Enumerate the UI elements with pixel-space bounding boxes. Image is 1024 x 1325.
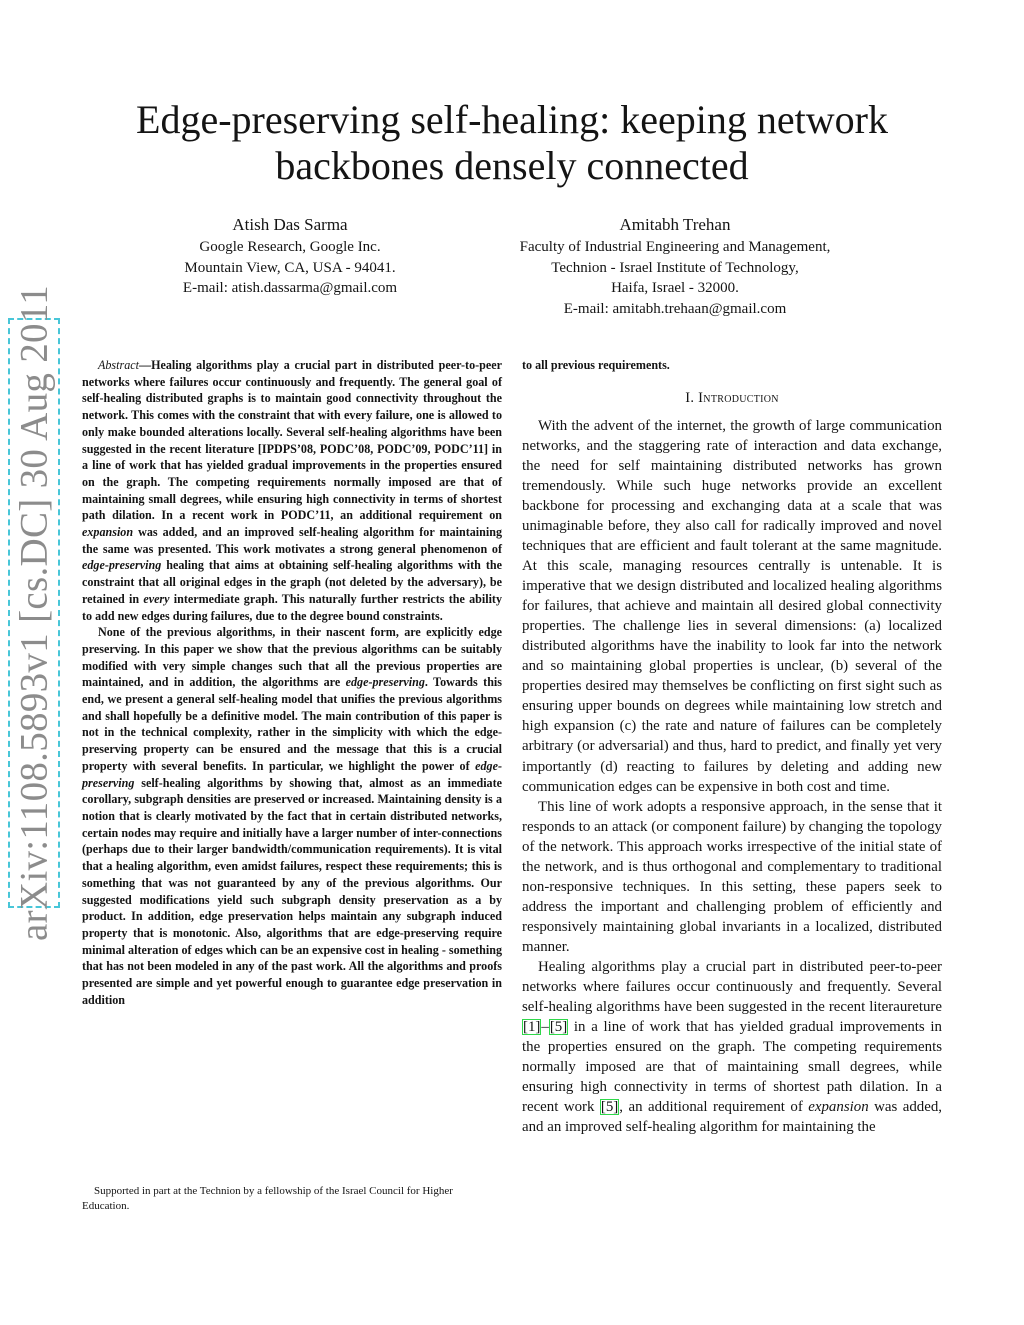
- author-address: Haifa, Israel - 32000.: [611, 280, 739, 296]
- intro-paragraph-1: With the advent of the internet, the growth of large communication networks, and the staggering rate of interaction and data exchange, the need for self maintaining distributed networks has grown tremendously. While such huge networks provide an excellent backbone for processing and exchanging data at a scale that was unimaginable before, they also call for radically improved and novel techniques that are efficient and fault tolerant at the same magnitude. At this scale, managing resources centrally is untenable. It is imperative that we design distributed and localized healing algorithms for failures, that achieve and maintain all desired global connectivity properties. The challenge lies in several dimensions: (a) localized distributed algorithms have the inability to look far into the network and so maintaining global properties is unclear, (b) several of the properties desired may themselves be conflicting on first sight such as ensuring upper bounds on degrees while maintaining low stretch and high expansion (c) the rate and nature of failures can be completely arbitrary (or adversarial) and thus, hard to predict, and finally yet very importantly (d) reacting to failures by deleting and adding new communication edges can be expensive in both cost and time.: [522, 417, 942, 795]
- author-affiliation: Faculty of Industrial Engineering and Management,: [519, 239, 831, 255]
- abstract-column: [82, 357, 502, 1008]
- abstract-continuation: to all previous requirements.: [522, 358, 670, 372]
- author-block-2: [480, 214, 870, 319]
- citation-link[interactable]: [5]: [549, 1019, 568, 1036]
- citation-link[interactable]: [5]: [600, 1099, 619, 1116]
- author-address: Mountain View, CA, USA - 94041.: [184, 259, 396, 276]
- author-email: E-mail: atish.dassarma@gmail.com: [182, 280, 398, 296]
- arxiv-identifier: arXiv:1108.5893v1 [cs.DC] 30 Aug 2011: [12, 285, 56, 941]
- author-institution: Technion - Israel Institute of Technology,: [551, 259, 799, 276]
- author-block-1: [140, 214, 440, 299]
- author-name: Amitabh Trehan: [619, 215, 731, 234]
- footnote: Supported in part at the Technion by a fellowship of the Israel Council for Higher Education.: [82, 1185, 453, 1212]
- paper-title: Edge-preserving self-healing: keeping network backbones densely connected: [136, 97, 888, 188]
- abstract-paragraph-1: Abstract—Healing algorithms play a crucial part in distributed peer-to-peer networks where failures occur continuously and frequently. The general goal of self-healing distributed graphs is to maintain good connectivity throughout the network. This comes with the constraint that with every failure, one is allowed to only make bounded alterations locally. Several self-healing algorithms have been suggested in the recent literature [IPDPS’08, PODC’08, PODC’09, PODC’11] in a line of work that has yielded gradual improvements in the properties ensured on the graph. The competing requirements normally imposed are that of maintaining small degrees, while ensuring high connectivity in terms of shortest path dilation. In a recent work in PODC’11, an additional requirement on expansion was added, and an improved self-healing algorithm for maintaining the same was presented. This work motivates a strong general phenomenon of edge-preserving healing that aims at obtaining self-healing algorithms with the constraint that all original edges in the graph (not deleted by the adversary), be retained in every intermediate graph. This naturally further restricts the ability to add new edges during failures, due to the degree bound constraints.: [82, 358, 503, 623]
- intro-paragraph-3: Healing algorithms play a crucial part in distributed peer-to-peer networks where failures occur continuously and frequently. Several self-healing algorithms have been suggested in the recent literaureture [1]–[5] in a line of work that has yielded gradual improvements in the properties ensured on the graph. The competing requirements normally imposed are that of maintaining small degrees, while ensuring high connectivity in terms of shortest path dilation. In a recent work [5], an additional requirement of expansion was added, and an improved self-healing algorithm for maintaining the: [522, 958, 943, 1136]
- arxiv-stamp: [8, 285, 60, 941]
- abstract-label: Abstract: [98, 358, 139, 372]
- abstract-paragraph-2: None of the previous algorithms, in their nascent form, are explicitly edge preserving. In this paper we show that the previous algorithms can be suitably modified with very simple changes such that all the previous properties are maintained, and in addition, the algorithms are edge-preserving. Towards this end, we present a general self-healing model that unifies the previous algorithms and shall hopefully be a definitive model. The main contribution of this paper is not in the technical complexity, rather in the simplicity with which the edge-preserving property can be ensured and the message that this is a crucial property with several benefits. In particular, we highlight the power of edge-preserving self-healing algorithms by showing that, almost as an immediate corollary, subgraph densities are preserved or increased. Maintaining density is a notion that is clearly motivated by the fact that in certain distributed networks, certain nodes may require and initially have a larger number of inter-connections (perhaps due to their larger bandwidth/communication requirements). It is vital that a healing algorithm, even amidst failures, respect these requirements; this is something that was not guaranteed by any of the previous algorithms. Our suggested modifications yield such subgraph density preservation as a by product. In addition, edge preservation helps maintain any subgraph induced property that is monotonic. Also, algorithms that are edge-preserving require minimal alteration of edges which can be an expensive cost in healing - something that has not been modeled in any of the past work. All the algorithms and proofs presented are simple and yet powerful enough to guarantee edge preservation in addition: [82, 625, 502, 1007]
- citation-link[interactable]: [1]: [523, 1019, 541, 1036]
- author-affiliation: Google Research, Google Inc.: [199, 239, 381, 255]
- author-name: Atish Das Sarma: [232, 215, 348, 234]
- intro-column: [522, 357, 942, 1137]
- author-email: E-mail: amitabh.trehaan@gmail.com: [563, 300, 787, 317]
- intro-paragraph-2: This line of work adopts a responsive approach, in the sense that it responds to an attack (or component failure) by changing the topology of the network. This approach works irrespective of the initial state of the network, and is thus orthogonal and complementary to traditional non-responsive techniques. In this setting, these papers seek to address the important and challenging problem of efficiently and responsively maintaining global invariants in a localized, distributed manner.: [522, 798, 942, 955]
- section-heading: I. Introduction: [685, 389, 779, 406]
